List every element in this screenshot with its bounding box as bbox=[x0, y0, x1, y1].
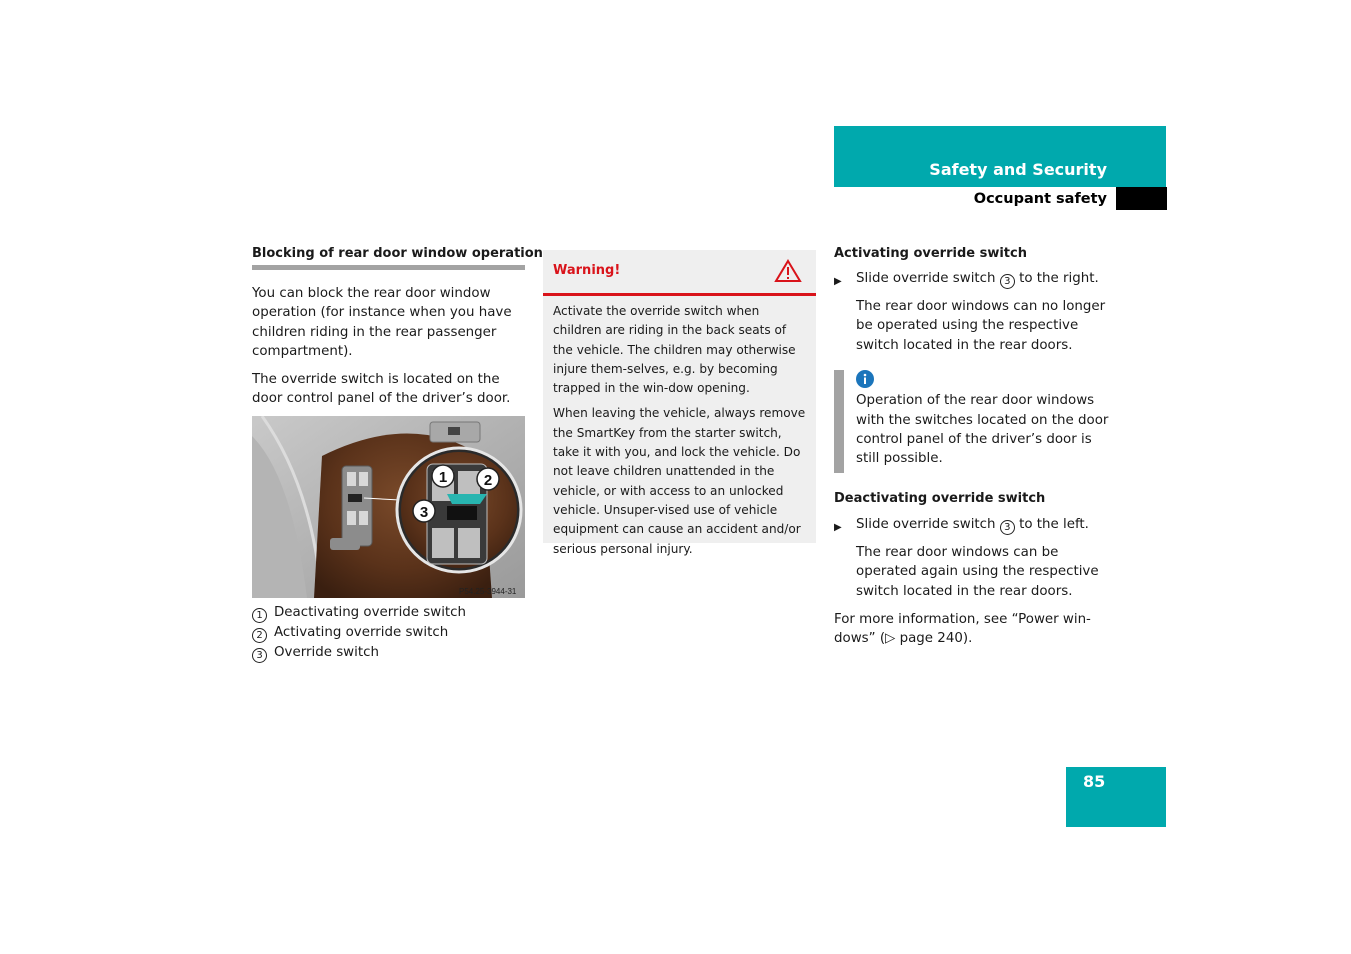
info-icon bbox=[856, 370, 874, 388]
info-text: Operation of the rear door windows with the switches located on the door control panel of the driver’s door is still possible. bbox=[856, 393, 1109, 467]
warning-body bbox=[543, 296, 816, 559]
step-text: to the left. bbox=[1019, 516, 1089, 532]
image-code: P54.25-3944-31 bbox=[459, 587, 517, 597]
subsection-title: Occupant safety bbox=[973, 191, 1107, 207]
switch-number: 3 bbox=[1000, 520, 1015, 535]
right-column bbox=[834, 246, 1109, 649]
step-arrow-icon: ▶ bbox=[834, 276, 842, 287]
header-marker bbox=[1116, 187, 1167, 210]
warning-header bbox=[543, 250, 816, 296]
legend-item bbox=[252, 643, 525, 663]
info-note bbox=[834, 370, 1109, 469]
legend-label: Override switch bbox=[274, 645, 379, 661]
step-arrow-icon: ▶ bbox=[834, 521, 842, 533]
info-bar bbox=[834, 370, 844, 473]
page-number: 85 bbox=[1083, 772, 1106, 791]
legend bbox=[252, 603, 525, 663]
legend-label: Activating override switch bbox=[274, 625, 449, 641]
deactivate-result: The rear door windows can be operated again using the respective switch located in the rear doors. bbox=[856, 544, 1099, 599]
step-text: Slide override switch bbox=[856, 516, 996, 532]
door-control-panel-photo bbox=[252, 416, 525, 598]
switch-number: 3 bbox=[1000, 274, 1015, 289]
legend-item bbox=[252, 603, 525, 623]
svg-text:1: 1 bbox=[438, 469, 448, 487]
activate-step bbox=[834, 269, 1109, 289]
step-text: to the right. bbox=[1019, 271, 1099, 286]
warning-paragraph: Activate the override switch when children are riding in the back seats of the vehicle. The children may otherwise injure them-selves, e.g. by becoming trapped in the win-dow opening. bbox=[553, 304, 796, 396]
page-number-box bbox=[1066, 767, 1166, 827]
intro-paragraph: You can block the rear door window operation (for instance when you have children riding in the rear passenger compartment). bbox=[252, 286, 512, 360]
deactivate-step bbox=[834, 515, 1109, 535]
blocking-heading: Blocking of rear door window operation bbox=[252, 246, 525, 270]
warning-title: Warning! bbox=[553, 263, 621, 278]
step-text: Slide override switch bbox=[856, 271, 996, 286]
more-info-link[interactable]: For more information, see “Power win-dows” (▷ page 240). bbox=[834, 612, 1091, 647]
location-paragraph: The override switch is located on the door control panel of the driver’s door. bbox=[252, 371, 511, 407]
warning-paragraph: When leaving the vehicle, always remove the SmartKey from the starter switch, take it with you, and lock the vehicle. Do not leave children unattended in the vehicle, or with access to an unlocked vehicle. Unsuper-vised use of vehicle equipment can cause an accident and/or serious personal injury. bbox=[553, 406, 806, 556]
warning-triangle-icon bbox=[774, 259, 802, 283]
activate-result: The rear door windows can no longer be operated using the respective switch located in the rear doors. bbox=[856, 299, 1106, 353]
legend-number: 2 bbox=[252, 628, 267, 643]
deactivating-heading: Deactivating override switch bbox=[834, 490, 1046, 506]
left-column bbox=[252, 246, 543, 663]
legend-label: Deactivating override switch bbox=[274, 605, 467, 621]
legend-item bbox=[252, 623, 525, 643]
section-title: Safety and Security bbox=[929, 160, 1107, 179]
legend-number: 3 bbox=[252, 648, 267, 663]
svg-text:2: 2 bbox=[483, 472, 493, 490]
svg-text:3: 3 bbox=[419, 504, 429, 522]
legend-number: 1 bbox=[252, 608, 267, 623]
warning-box bbox=[543, 250, 816, 556]
activating-heading: Activating override switch bbox=[834, 246, 1027, 261]
